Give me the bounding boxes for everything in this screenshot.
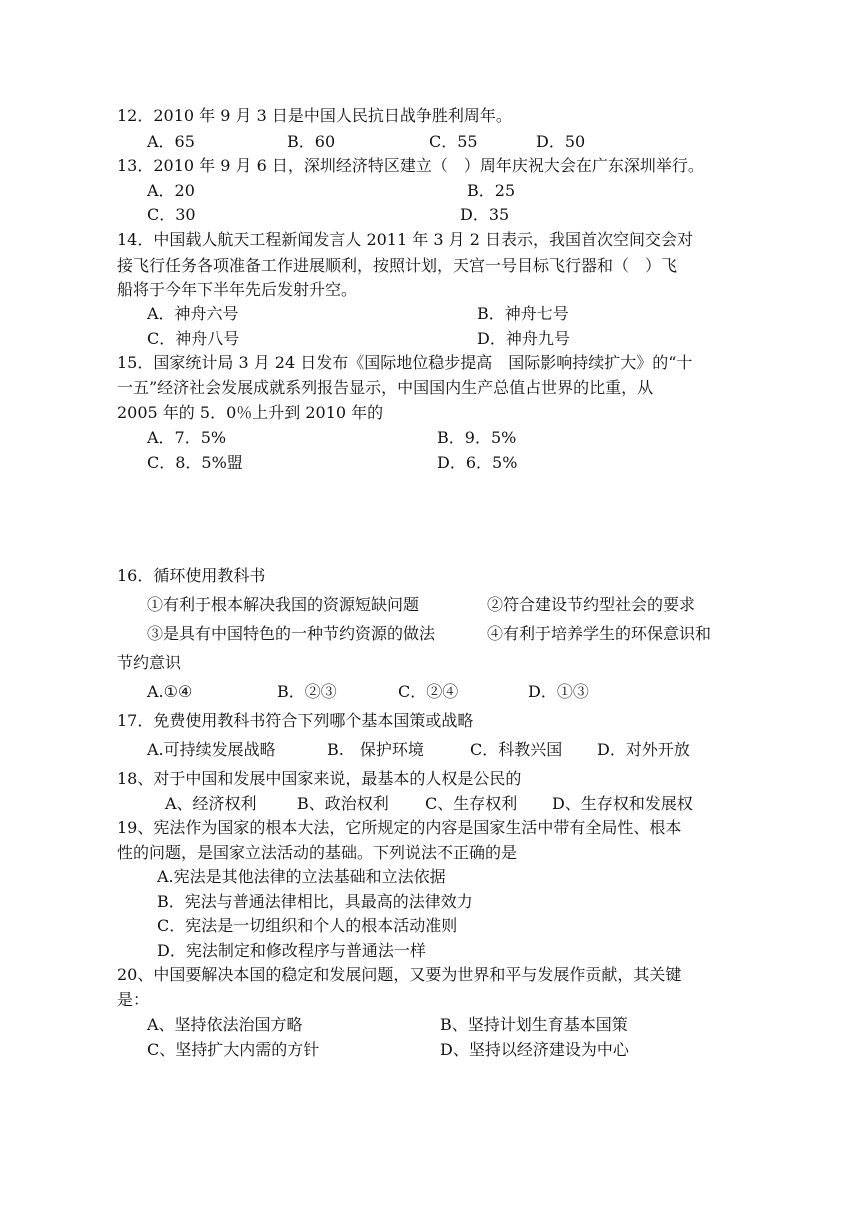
question-19-stem-line-1: 19、宪法作为国家的根本大法，它所规定的内容是国家生活中带有全局性、根本	[117, 818, 682, 837]
q19-option-c: C．宪法是一切组织和个人的根本活动准则	[157, 916, 458, 935]
question-12-stem: 12．2010 年 9 月 3 日是中国人民抗日战争胜利周年。	[117, 106, 512, 125]
q12-option-d: D．50	[536, 132, 586, 151]
q16-option-d: D．①③	[528, 682, 589, 701]
q15-option-a: A．7．5%	[147, 428, 227, 447]
q16-item-4-continued: 节约意识	[117, 653, 182, 672]
q13-option-d: D．35	[460, 205, 510, 224]
q14-option-a: A．神舟六号	[147, 304, 239, 323]
q15-option-c: C．8．5%盟	[147, 453, 243, 472]
q15-option-b: B．9．5%	[437, 428, 517, 447]
question-15-stem-line-2: 一五”经济社会发展成就系列报告显示，中国国内生产总值占世界的比重，从	[117, 378, 654, 397]
q18-option-b: B、政治权利	[297, 794, 389, 813]
question-19-stem-line-2: 性的问题，是国家立法活动的基础。下列说法不正确的是	[117, 843, 518, 862]
q13-option-c: C．30	[147, 205, 196, 224]
q16-item-3: ③是具有中国特色的一种节约资源的做法	[147, 624, 436, 643]
question-14-stem-line-3: 船将于今年下半年先后发射升空。	[117, 280, 358, 299]
q18-option-c: C、生存权利	[425, 794, 518, 813]
question-15-stem-line-3: 2005 年的 5．0％上升到 2010 年的	[117, 403, 384, 422]
q19-option-a: A.宪法是其他法律的立法基础和立法依据	[157, 867, 446, 886]
q14-option-c: C．神舟八号	[147, 329, 240, 348]
question-18-stem: 18、对于中国和发展中国家来说，最基本的人权是公民的	[117, 769, 522, 788]
q16-option-b: B．②③	[277, 682, 337, 701]
q20-option-c: C、坚持扩大内需的方针	[147, 1040, 320, 1059]
q20-option-d: D、坚持以经济建设为中心	[440, 1040, 629, 1059]
question-15-stem-line-1: 15．国家统计局 3 月 24 日发布《国际地位稳步提高 国际影响持续扩大》的“十	[117, 353, 693, 372]
q12-option-a: A．65	[147, 132, 195, 151]
q16-item-1: ①有利于根本解决我国的资源短缺问题	[147, 595, 420, 614]
q18-option-d: D、生存权和发展权	[552, 794, 693, 813]
q17-option-d: D．对外开放	[597, 740, 690, 759]
q14-option-b: B．神舟七号	[477, 304, 569, 323]
q16-item-2: ②符合建设节约型社会的要求	[487, 595, 696, 614]
q20-option-a: A、坚持依法治国方略	[147, 1015, 303, 1034]
q16-option-c: C．②④	[398, 682, 459, 701]
q14-option-d: D．神舟九号	[477, 329, 570, 348]
q19-option-d: D．宪法制定和修改程序与普通法一样	[157, 941, 426, 960]
question-17-stem: 17．免费使用教科书符合下列哪个基本国策或战略	[117, 711, 474, 730]
question-13-stem: 13．2010 年 9 月 6 日，深圳经济特区建立（ ）周年庆祝大会在广东深圳举行。	[117, 156, 704, 175]
q13-option-a: A．20	[147, 181, 195, 200]
q17-option-a: A.可持续发展战略	[147, 740, 276, 759]
q19-option-b: B．宪法与普通法律相比，具最高的法律效力	[157, 892, 473, 911]
question-16-stem: 16．循环使用教科书	[117, 566, 266, 585]
question-14-stem-line-2: 接飞行任务各项准备工作进展顺利，按照计划，天宫一号目标飞行器和（ ）飞	[117, 256, 678, 275]
q20-option-b: B、坚持计划生育基本国策	[440, 1015, 628, 1034]
q17-option-b: B. 保护环境	[327, 740, 424, 759]
q12-option-b: B．60	[287, 132, 336, 151]
q16-option-a: A.①④	[147, 682, 193, 701]
q13-option-b: B．25	[467, 181, 516, 200]
q18-option-a: A、经济权利	[165, 794, 257, 813]
question-20-stem-line-2: 是：	[117, 990, 150, 1009]
q16-item-4: ④有利于培养学生的环保意识和	[487, 624, 712, 643]
q12-option-c: C．55	[429, 132, 478, 151]
q17-option-c: C．科教兴国	[470, 740, 563, 759]
q15-option-d: D．6．5%	[437, 453, 518, 472]
question-14-stem-line-1: 14．中国载人航天工程新闻发言人 2011 年 3 月 2 日表示，我国首次空间交会对	[117, 230, 693, 249]
question-20-stem-line-1: 20、中国要解决本国的稳定和发展问题，又要为世界和平与发展作贡献，其关键	[117, 965, 682, 984]
